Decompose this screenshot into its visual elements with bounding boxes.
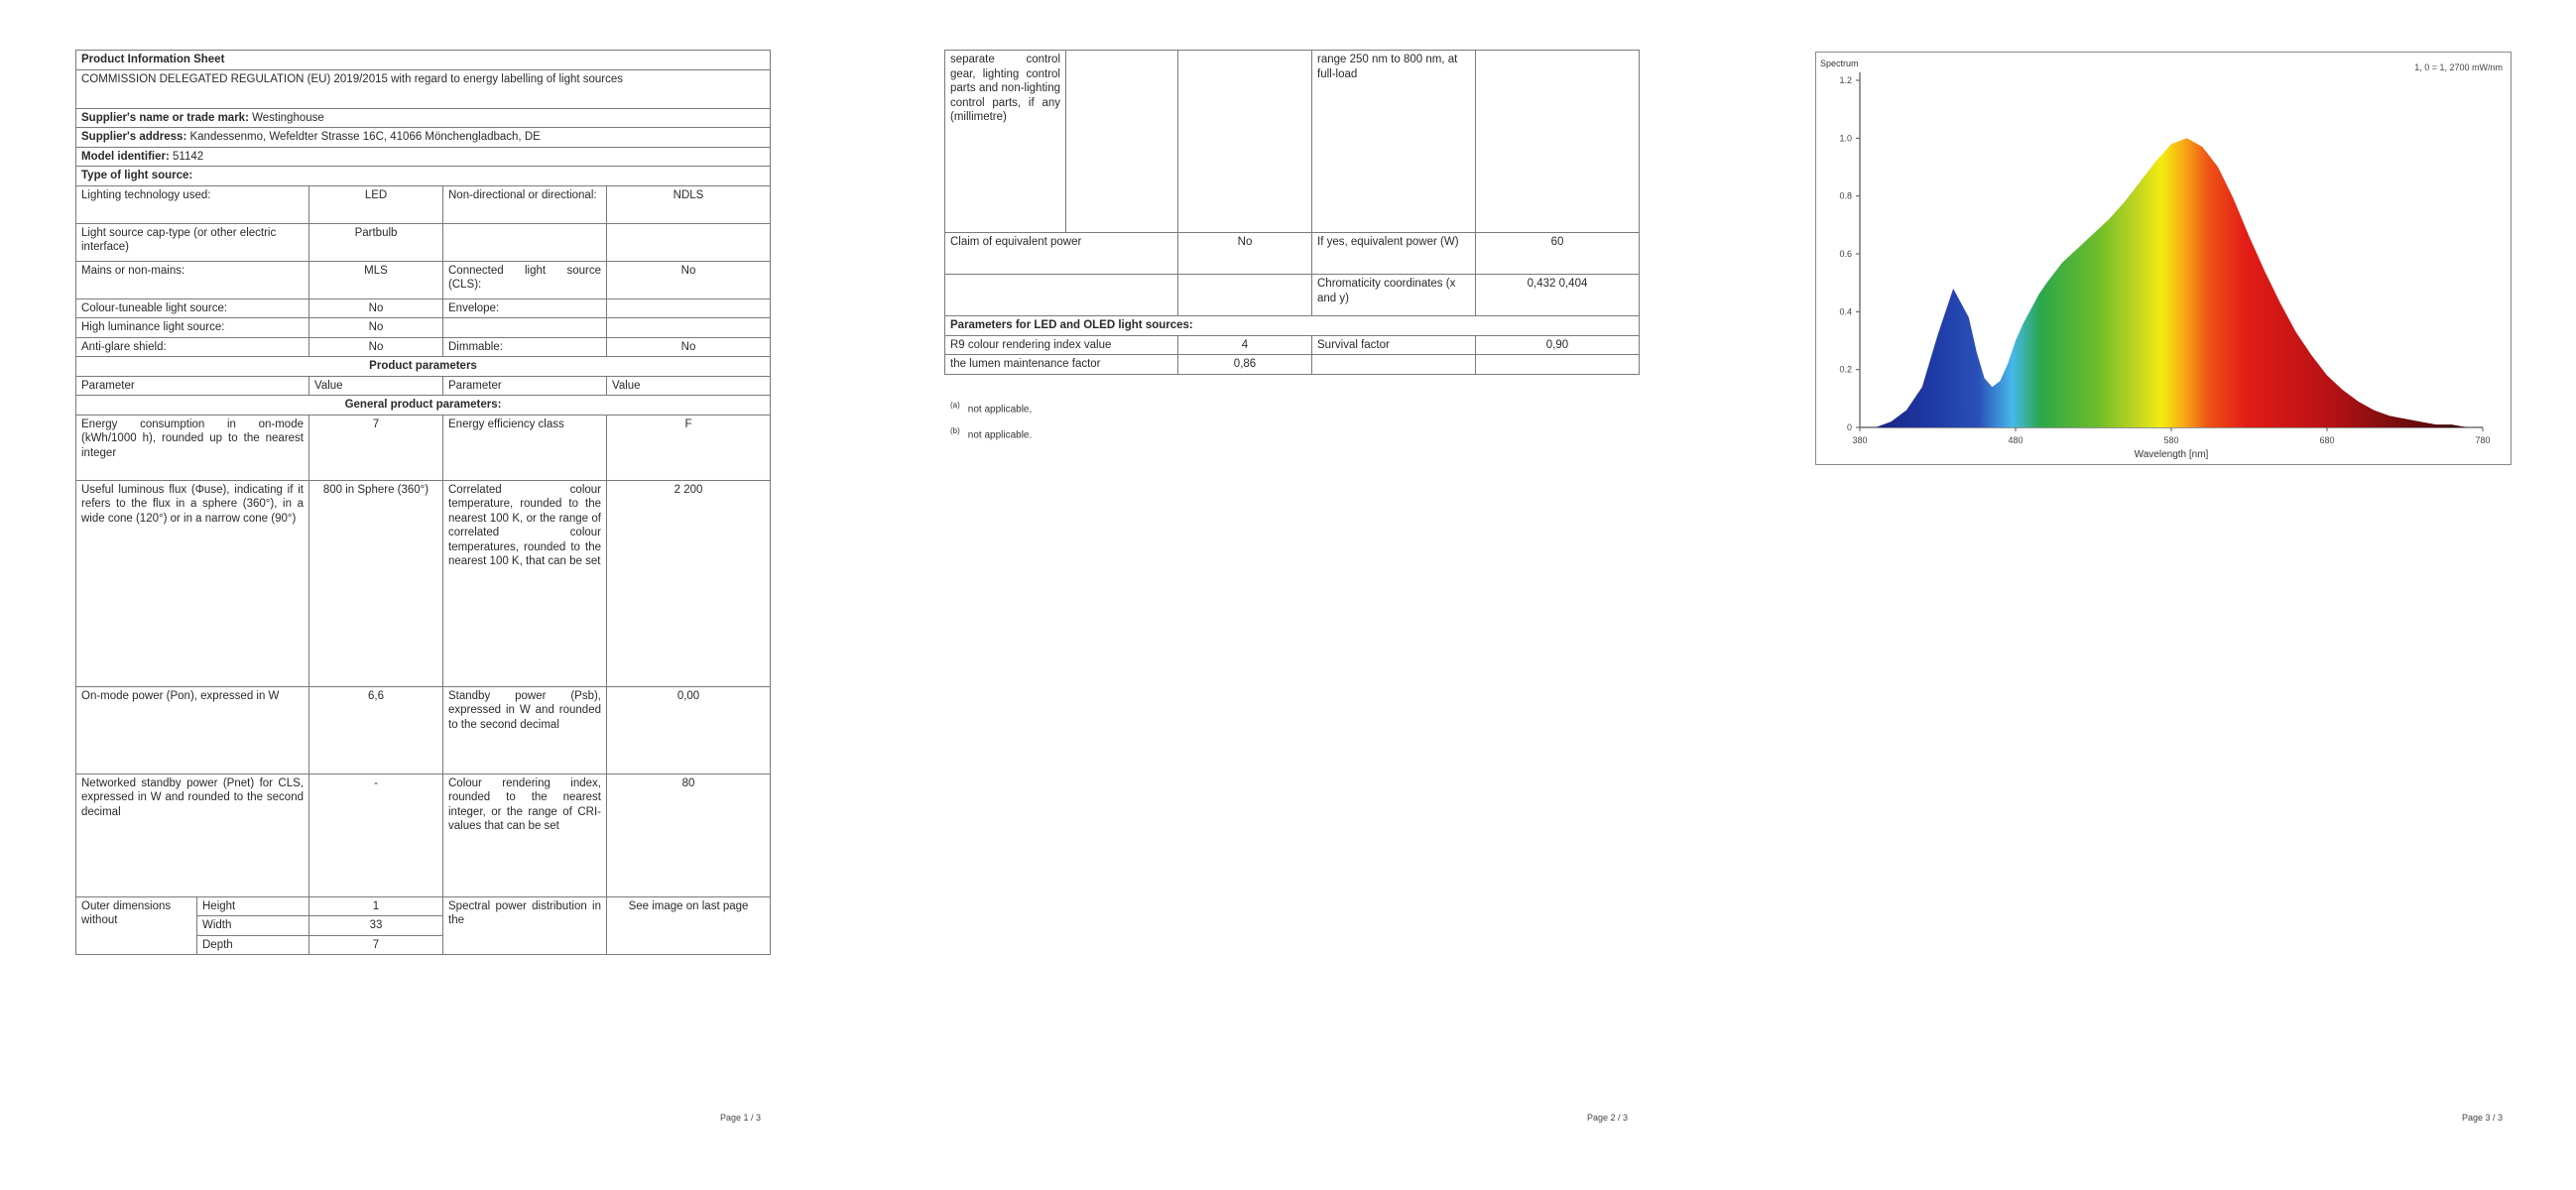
model-label: Model identifier: [81,150,170,163]
y-tick-label: 0.6 [1839,249,1852,259]
cell [1476,355,1640,375]
footnote [950,420,1032,446]
table-row [76,298,771,318]
supplier-name-value: Westinghouse [252,111,324,124]
cell: - [309,774,443,896]
cell: If yes, equivalent power (W) [1312,233,1476,275]
type-label: Type of light source: [76,167,771,186]
cell: Connected light source (CLS): [443,261,607,298]
cell: Dimmable: [443,337,607,357]
cell: 60 [1476,233,1640,275]
x-tick-label: 480 [2008,435,2024,445]
page-title: Product Information Sheet [76,51,771,70]
table-row [76,185,771,223]
cell: No [1178,233,1312,275]
cell: Chromaticity coordinates (x and y) [1312,275,1476,316]
supplier-name-row [76,108,771,128]
table-row [76,480,771,686]
table-row [945,355,1640,375]
cell: MLS [309,261,443,298]
cell: No [309,318,443,338]
supplier-name-label: Supplier's name or trade mark: [81,111,249,124]
cell [1312,355,1476,375]
cell: Depth [197,935,309,955]
cell: Energy efficiency class [443,415,607,480]
cell: Useful luminous flux (Φuse), indicating if it refers to the flux in a sphere (360°), in a wide cone (120°) or in a narrow cone (90°) [76,480,309,686]
cell: No [309,337,443,357]
table-row [945,233,1640,275]
cell: Colour rendering index, rounded to the nearest integer, or the range of CRI-values that can be set [443,774,607,896]
y-axis-label: Spectrum [1820,59,1859,68]
cell: On-mode power (Pon), expressed in W [76,686,309,774]
cell [607,223,771,261]
cell: LED [309,185,443,223]
table-row [76,896,771,916]
cell: No [607,337,771,357]
cell: 800 in Sphere (360°) [309,480,443,686]
cell [443,223,607,261]
y-tick-label: 0.2 [1839,364,1852,375]
footnote-text: not applicable. [967,429,1033,441]
cell: Non-directional or directional: [443,185,607,223]
led-parameters-heading: Parameters for LED and OLED light sources: [945,316,1640,336]
spectrum-chart-frame [1815,52,2512,465]
cell: 0,86 [1178,355,1312,375]
cell: 7 [309,415,443,480]
cell: 0,432 0,404 [1476,275,1640,316]
param-header-row [76,376,771,396]
cell [443,318,607,338]
x-tick-label: 580 [2163,435,2179,445]
cell: Envelope: [443,298,607,318]
chart-scale-note: 1, 0 = 1, 2700 mW/nm [2414,62,2503,72]
page-number: Page 3 / 3 [2462,1113,2504,1123]
product-parameters-heading: Product parameters [76,357,771,377]
table-row [76,318,771,338]
cell: No [309,298,443,318]
dimensions-label: Outer dimensions without [76,896,197,955]
y-tick-label: 1.0 [1839,133,1852,144]
cell: 7 [309,935,443,955]
page-3 [1766,0,2576,1190]
spd-value: See image on last page [607,896,771,955]
x-tick-label: 380 [1852,435,1868,445]
cell: the lumen maintenance factor [945,355,1178,375]
cell [607,318,771,338]
cell: Networked standby power (Pnet) for CLS, expressed in W and rounded to the second decimal [76,774,309,896]
y-tick-label: 0.4 [1839,306,1852,317]
x-axis-label: Wavelength [nm] [2134,449,2209,460]
cell [945,275,1178,316]
table-row [945,335,1640,355]
column-header: Value [309,376,443,396]
spd-label: Spectral power distribution in the [443,896,607,955]
cell: 0,00 [607,686,771,774]
cell: Standby power (Psb), expressed in W and rounded to the second decimal [443,686,607,774]
model-value: 51142 [173,150,204,163]
column-header: Parameter [443,376,607,396]
cell: Mains or non-mains: [76,261,309,298]
continued-spd-text: range 250 nm to 800 nm, at full-load [1312,51,1476,233]
product-info-table [75,50,771,955]
cell: 1 [309,896,443,916]
y-tick-label: 0 [1846,422,1852,432]
spectrum-area [1860,138,2483,427]
footnote-text: not applicable, [967,404,1033,416]
cell: Light source cap-type (or other electric interface) [76,223,309,261]
cell: NDLS [607,185,771,223]
table-row [76,415,771,480]
cell: Correlated colour temperature, rounded to the nearest 100 K, or the range of correlated colour temperatures, rounded to the nearest 100 K, that can be set [443,480,607,686]
table-row [945,275,1640,316]
x-tick-label: 780 [2475,435,2491,445]
cell: Energy consumption in on-mode (kWh/1000 h), rounded up to the nearest integer [76,415,309,480]
cell: Width [197,916,309,936]
cell: 0,90 [1476,335,1640,355]
footnote [950,395,1032,420]
supplier-address-value: Kandessenmo, Wefeldter Strasse 16C, 41066 Mönchengladbach, DE [189,131,541,143]
cell [1476,51,1640,233]
model-row [76,147,771,167]
cell: 6,6 [309,686,443,774]
cell: No [607,261,771,298]
cell: 2 200 [607,480,771,686]
table-row [945,51,1640,233]
cell: F [607,415,771,480]
y-tick-label: 0.8 [1839,190,1852,201]
page-2 [893,0,1706,1190]
cell [1178,51,1312,233]
cell: Claim of equivalent power [945,233,1178,275]
cell: 4 [1178,335,1312,355]
footnotes [950,395,1032,447]
cell: R9 colour rendering index value [945,335,1178,355]
supplier-address-label: Supplier's address: [81,131,187,143]
continued-dimensions-text: separate control gear, lighting control parts and non-lighting control parts, if any (millimetre) [945,51,1066,233]
regulation-text: COMMISSION DELEGATED REGULATION (EU) 2019/2015 with regard to energy labelling of light sources [76,69,771,108]
table-row [76,337,771,357]
y-tick-label: 1.2 [1839,75,1852,85]
cell: Lighting technology used: [76,185,309,223]
cell: 33 [309,916,443,936]
table-row [76,223,771,261]
table-row [76,686,771,774]
table-row [76,774,771,896]
footnote-mark: (b) [950,426,960,436]
supplier-address-row [76,128,771,148]
page-1 [0,0,853,1190]
cell: Survival factor [1312,335,1476,355]
general-parameters-heading: General product parameters: [76,396,771,416]
column-header: Parameter [76,376,309,396]
footnote-mark: (a) [950,401,960,410]
cell: Anti-glare shield: [76,337,309,357]
cell [1178,275,1312,316]
x-tick-label: 680 [2319,435,2335,445]
cell: Partbulb [309,223,443,261]
page-number: Page 1 / 3 [720,1113,762,1123]
product-info-table-continued [944,50,1640,375]
cell [1066,51,1178,233]
page-number: Page 2 / 3 [1587,1113,1629,1123]
table-row [76,261,771,298]
cell: High luminance light source: [76,318,309,338]
spectral-power-distribution-chart [1816,53,2511,464]
cell [607,298,771,318]
cell: 80 [607,774,771,896]
column-header: Value [607,376,771,396]
cell: Colour-tuneable light source: [76,298,309,318]
cell: Height [197,896,309,916]
